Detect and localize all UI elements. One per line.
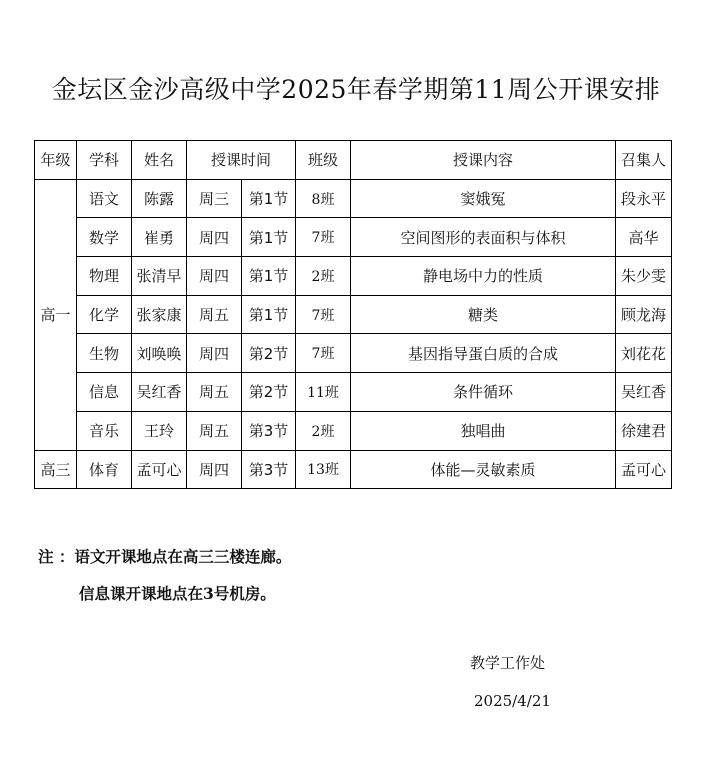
teacher-cell: 王玲	[132, 411, 187, 450]
convener-cell: 顾龙海	[616, 295, 672, 334]
period-cell: 第3节	[242, 450, 296, 489]
teacher-cell: 张清早	[132, 257, 187, 296]
class-cell: 11班	[296, 373, 351, 412]
day-cell: 周四	[187, 218, 242, 257]
subject-cell: 化学	[77, 295, 132, 334]
table-row	[35, 411, 672, 450]
content-cell: 条件循环	[351, 373, 616, 412]
day-cell: 周四	[187, 450, 242, 489]
day-cell: 周三	[187, 179, 242, 218]
class-cell: 7班	[296, 295, 351, 334]
class-cell: 2班	[296, 257, 351, 296]
class-cell: 8班	[296, 179, 351, 218]
content-cell: 基因指导蛋白质的合成	[351, 334, 616, 373]
day-cell: 周五	[187, 373, 242, 412]
teacher-cell: 陈露	[132, 179, 187, 218]
table-row	[35, 373, 672, 412]
table-row	[35, 334, 672, 373]
convener-cell: 段永平	[616, 179, 672, 218]
day-cell: 周四	[187, 257, 242, 296]
header-content: 授课内容	[351, 141, 616, 180]
content-cell: 窦娥冤	[351, 179, 616, 218]
table-row	[35, 295, 672, 334]
period-cell: 第1节	[242, 218, 296, 257]
content-cell: 体能—灵敏素质	[351, 450, 616, 489]
table-row	[35, 257, 672, 296]
subject-cell: 数学	[77, 218, 132, 257]
content-cell: 空间图形的表面积与体积	[351, 218, 616, 257]
subject-cell: 生物	[77, 334, 132, 373]
period-cell: 第1节	[242, 295, 296, 334]
convener-cell: 孟可心	[616, 450, 672, 489]
content-cell: 糖类	[351, 295, 616, 334]
header-name: 姓名	[132, 141, 187, 180]
header-row	[35, 141, 672, 180]
header-class: 班级	[296, 141, 351, 180]
class-cell: 2班	[296, 411, 351, 450]
schedule-table	[34, 140, 672, 489]
class-cell: 7班	[296, 334, 351, 373]
table-row	[35, 218, 672, 257]
header-grade: 年级	[35, 141, 77, 180]
teacher-cell: 刘唤唤	[132, 334, 187, 373]
period-cell: 第1节	[242, 179, 296, 218]
grade-cell: 高三	[35, 450, 77, 489]
issue-date: 2025/4/21	[474, 692, 551, 710]
day-cell: 周五	[187, 295, 242, 334]
content-cell: 静电场中力的性质	[351, 257, 616, 296]
convener-cell: 朱少雯	[616, 257, 672, 296]
teacher-cell: 张家康	[132, 295, 187, 334]
note-label: 注 ：	[38, 547, 75, 566]
subject-cell: 语文	[77, 179, 132, 218]
table-row	[35, 179, 672, 218]
teacher-cell: 崔勇	[132, 218, 187, 257]
period-cell: 第1节	[242, 257, 296, 296]
grade-cell: 高一	[35, 179, 77, 450]
subject-cell: 体育	[77, 450, 132, 489]
header-time: 授课时间	[187, 141, 296, 180]
period-cell: 第2节	[242, 373, 296, 412]
note-line-1	[38, 545, 291, 567]
subject-cell: 音乐	[77, 411, 132, 450]
day-cell: 周四	[187, 334, 242, 373]
convener-cell: 徐建君	[616, 411, 672, 450]
note-text-1: 语文开课地点在高三三楼连廊。	[74, 547, 292, 566]
class-cell: 7班	[296, 218, 351, 257]
subject-cell: 物理	[77, 257, 132, 296]
convener-cell: 高华	[616, 218, 672, 257]
teacher-cell: 孟可心	[132, 450, 187, 489]
convener-cell: 刘花花	[616, 334, 672, 373]
note-text-2: 信息课开课地点在3号机房。	[79, 584, 276, 603]
department-signature: 教学工作处	[470, 654, 546, 672]
period-cell: 第3节	[242, 411, 296, 450]
subject-cell: 信息	[77, 373, 132, 412]
header-subject: 学科	[77, 141, 132, 180]
period-cell: 第2节	[242, 334, 296, 373]
day-cell: 周五	[187, 411, 242, 450]
class-cell: 13班	[296, 450, 351, 489]
header-convener: 召集人	[616, 141, 672, 180]
convener-cell: 吴红香	[616, 373, 672, 412]
table-row	[35, 450, 672, 489]
page-title: 金坛区金沙高级中学2025年春学期第11周公开课安排	[51, 75, 661, 104]
teacher-cell: 吴红香	[132, 373, 187, 412]
content-cell: 独唱曲	[351, 411, 616, 450]
